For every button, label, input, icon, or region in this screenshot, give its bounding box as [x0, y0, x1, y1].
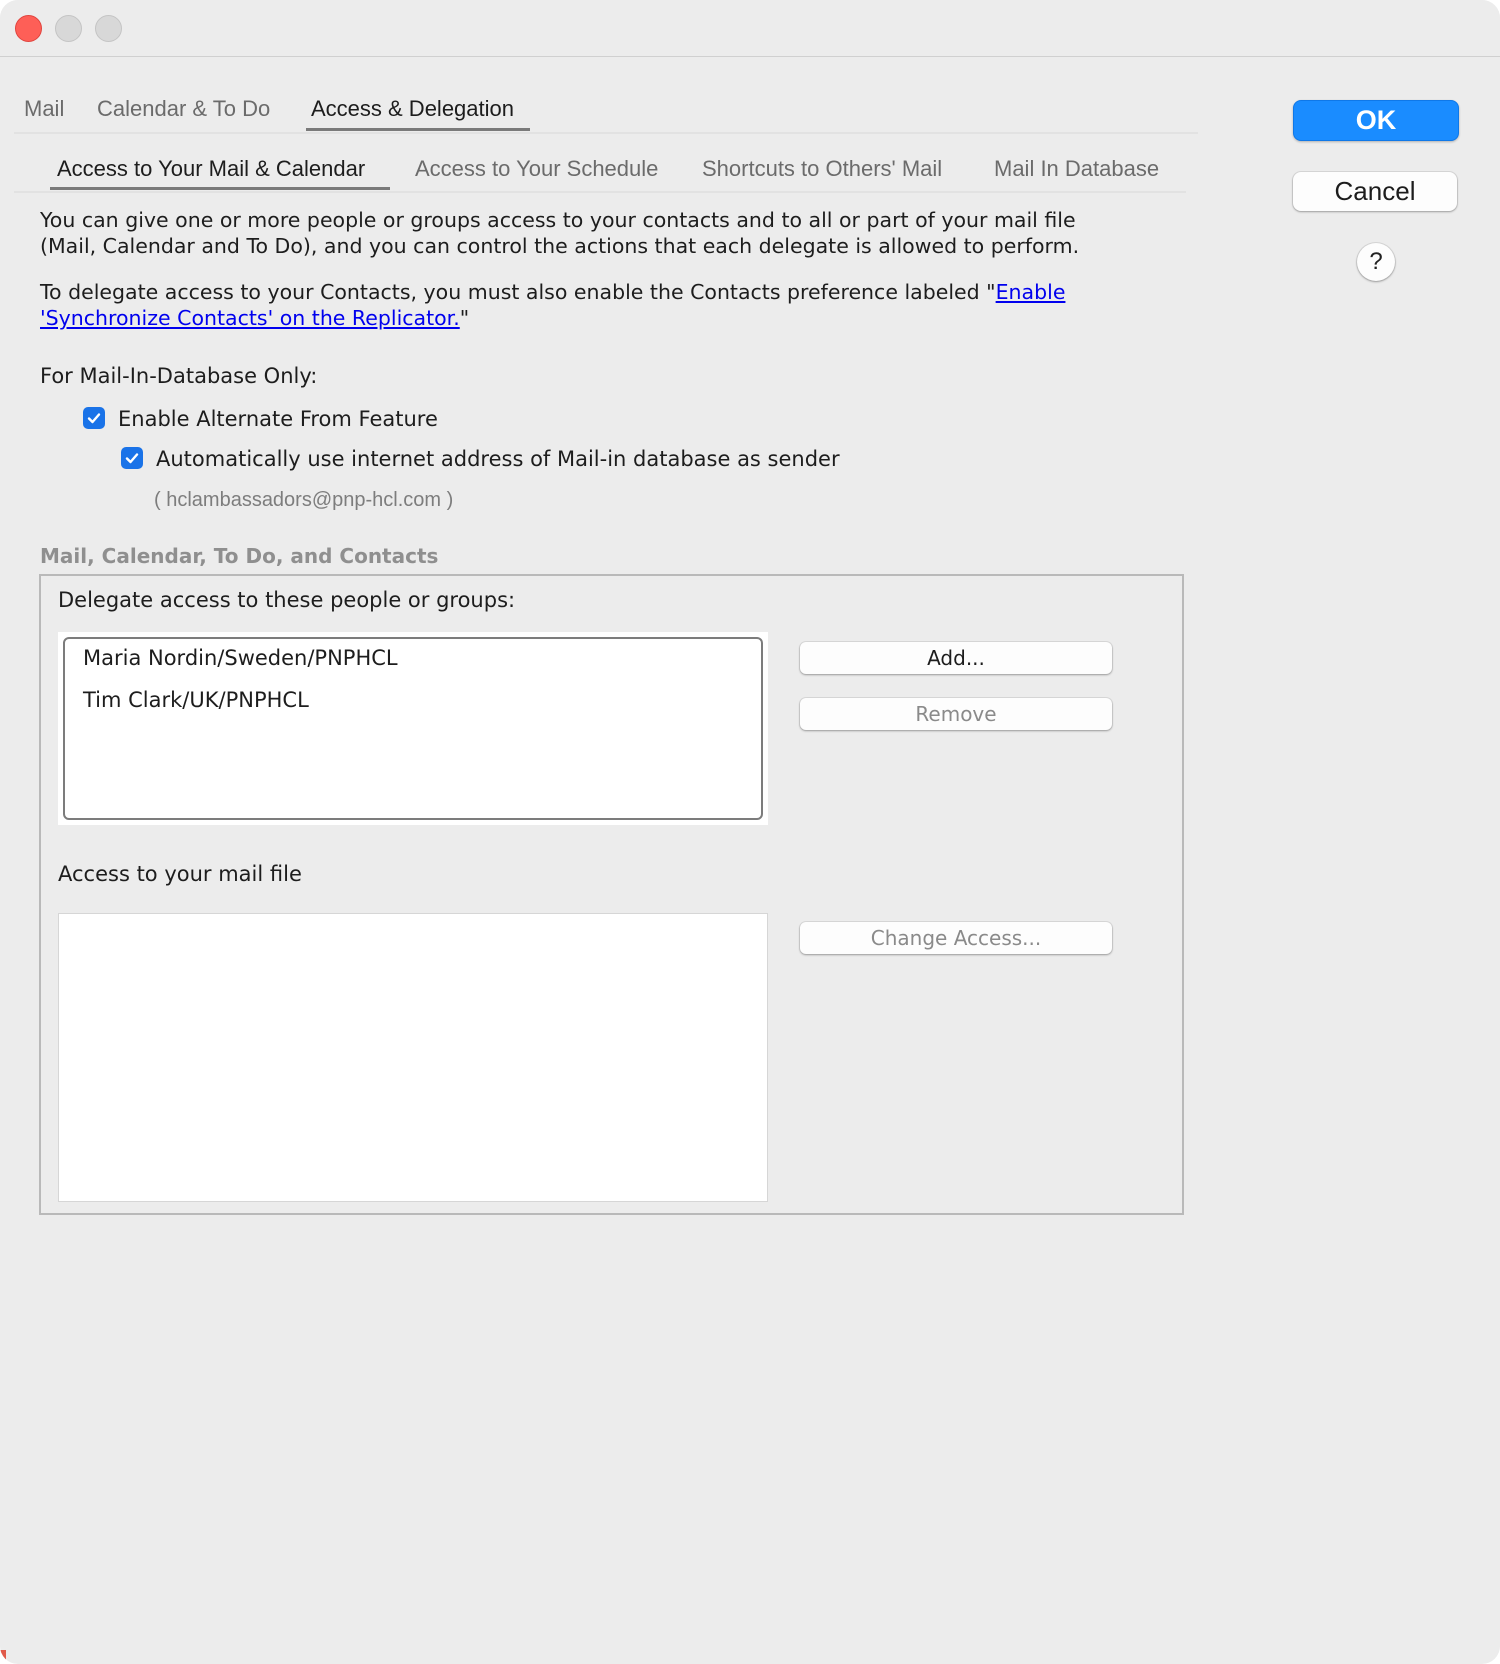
check-icon	[86, 410, 102, 426]
change-access-button[interactable]: Change Access...	[800, 922, 1112, 954]
intro-line-1: You can give one or more people or groups access to your contacts and to all or part of your mail file	[40, 208, 1076, 232]
tab-access-delegation[interactable]: Access & Delegation	[311, 96, 514, 121]
zoom-window-button[interactable]	[95, 15, 122, 42]
contacts-note-prefix: To delegate access to your Contacts, you must also enable the Contacts preference labeled "	[40, 280, 996, 304]
mail-file-access-label: Access to your mail file	[58, 862, 302, 886]
contacts-note-line-2	[40, 305, 469, 331]
minimize-window-button[interactable]	[55, 15, 82, 42]
window-edge-mark	[0, 1650, 6, 1664]
top-tabs-divider	[14, 132, 1198, 134]
auto-internet-address-checkbox[interactable]	[121, 447, 143, 469]
active-tab-indicator	[306, 128, 530, 131]
subtab-access-schedule[interactable]: Access to Your Schedule	[415, 156, 659, 181]
subtab-access-mail-calendar[interactable]: Access to Your Mail & Calendar	[57, 156, 366, 181]
sub-tabs-divider	[14, 191, 1186, 193]
contacts-note-suffix: "	[459, 306, 470, 330]
delegate-list-label: Delegate access to these people or groups:	[58, 588, 516, 612]
tab-mail[interactable]: Mail	[24, 96, 65, 121]
check-icon	[124, 450, 140, 466]
delegation-group-title: Mail, Calendar, To Do, and Contacts	[40, 544, 439, 568]
intro-line-2: (Mail, Calendar and To Do), and you can control the actions that each delegate is allowed to perform.	[40, 234, 1080, 258]
tab-calendar-todo[interactable]: Calendar & To Do	[97, 96, 271, 121]
subtab-mail-in-database[interactable]: Mail In Database	[994, 156, 1160, 181]
help-button[interactable]	[1357, 243, 1395, 281]
delegate-list-item[interactable]: Tim Clark/UK/PNPHCL	[83, 688, 309, 712]
subtab-shortcuts-others-mail[interactable]: Shortcuts to Others' Mail	[702, 156, 943, 181]
title-bar	[0, 0, 1500, 57]
cancel-button[interactable]: Cancel	[1293, 172, 1457, 211]
ok-button[interactable]: OK	[1293, 100, 1459, 141]
sync-contacts-link[interactable]: Enable	[995, 280, 1066, 304]
mail-in-db-heading: For Mail-In-Database Only:	[40, 364, 318, 388]
delegate-list[interactable]	[63, 637, 763, 820]
contacts-note-line-1	[40, 279, 1065, 305]
active-subtab-indicator	[50, 187, 390, 190]
auto-internet-address-label: Automatically use internet address of Mail-in database as sender	[156, 447, 840, 471]
sync-contacts-link-continued[interactable]: 'Synchronize Contacts' on the Replicator.	[40, 306, 460, 330]
remove-delegate-button[interactable]: Remove	[800, 698, 1112, 730]
mail-in-db-address: ( hclambassadors@pnp-hcl.com )	[154, 489, 454, 511]
delegate-list-frame	[58, 632, 768, 825]
alternate-from-label: Enable Alternate From Feature	[118, 407, 438, 431]
question-icon: ?	[1369, 248, 1383, 275]
add-delegate-button[interactable]: Add...	[800, 642, 1112, 674]
close-window-button[interactable]	[15, 15, 42, 42]
delegate-list-item[interactable]: Maria Nordin/Sweden/PNPHCL	[83, 646, 398, 670]
alternate-from-checkbox[interactable]	[83, 407, 105, 429]
mail-file-access-list[interactable]	[58, 913, 768, 1202]
